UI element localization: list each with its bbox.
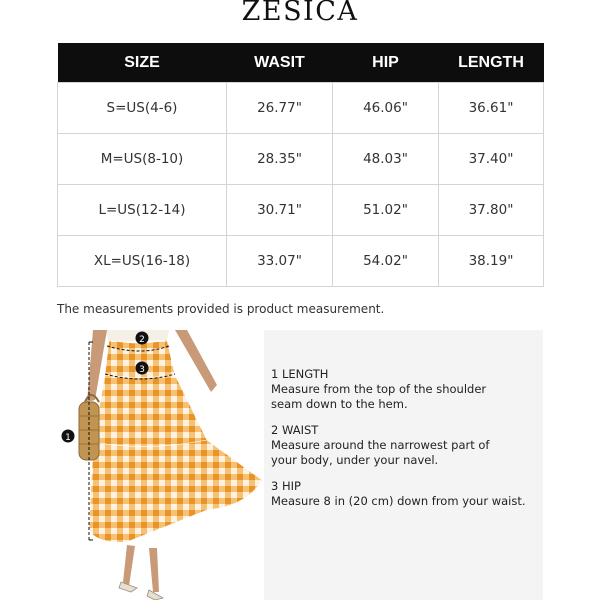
header-waist: WASIT <box>227 43 333 83</box>
waist-cell: 30.71" <box>227 185 333 236</box>
header-length: LENGTH <box>439 43 544 83</box>
instruction-line: your body, under your navel. <box>271 453 439 467</box>
hip-cell: 46.06" <box>333 83 439 134</box>
measurement-note: The measurements provided is product measurement. <box>57 302 385 316</box>
measurement-instructions-panel <box>264 330 543 600</box>
size-cell: M=US(8-10) <box>58 134 227 185</box>
hip-cell: 54.02" <box>333 236 439 287</box>
length-cell: 37.80" <box>439 185 544 236</box>
size-cell: XL=US(16-18) <box>58 236 227 287</box>
length-cell: 37.40" <box>439 134 544 185</box>
table-header-row <box>58 43 544 83</box>
marker-3-label: 3 <box>139 365 145 375</box>
instruction-line: Measure 8 in (20 cm) down from your waist. <box>271 494 526 508</box>
header-size: SIZE <box>58 43 227 83</box>
brand-logo: ZESICA <box>241 0 359 27</box>
instruction-length <box>271 367 531 412</box>
waist-cell: 26.77" <box>227 83 333 134</box>
table-row <box>58 185 544 236</box>
instruction-line: Measure around the narrowest part of <box>271 438 490 452</box>
hip-cell: 48.03" <box>333 134 439 185</box>
waist-cell: 28.35" <box>227 134 333 185</box>
instruction-title: 3 HIP <box>271 479 301 493</box>
hip-cell: 51.02" <box>333 185 439 236</box>
model-illustration <box>57 330 264 600</box>
instruction-title: 2 WAIST <box>271 423 319 437</box>
size-cell: L=US(12-14) <box>58 185 227 236</box>
marker-2-label: 2 <box>139 335 145 345</box>
instruction-hip <box>271 479 531 509</box>
marker-1-label: 1 <box>65 433 71 443</box>
table-row <box>58 236 544 287</box>
table-row <box>58 83 544 134</box>
length-cell: 38.19" <box>439 236 544 287</box>
waist-cell: 33.07" <box>227 236 333 287</box>
header-hip: HIP <box>333 43 439 83</box>
instruction-title: 1 LENGTH <box>271 367 329 381</box>
instruction-line: Measure from the top of the shoulder <box>271 382 487 396</box>
size-chart-table <box>57 43 544 287</box>
length-cell: 36.61" <box>439 83 544 134</box>
instruction-line: seam down to the hem. <box>271 397 408 411</box>
table-row <box>58 134 544 185</box>
instruction-waist <box>271 423 531 468</box>
size-cell: S=US(4-6) <box>58 83 227 134</box>
